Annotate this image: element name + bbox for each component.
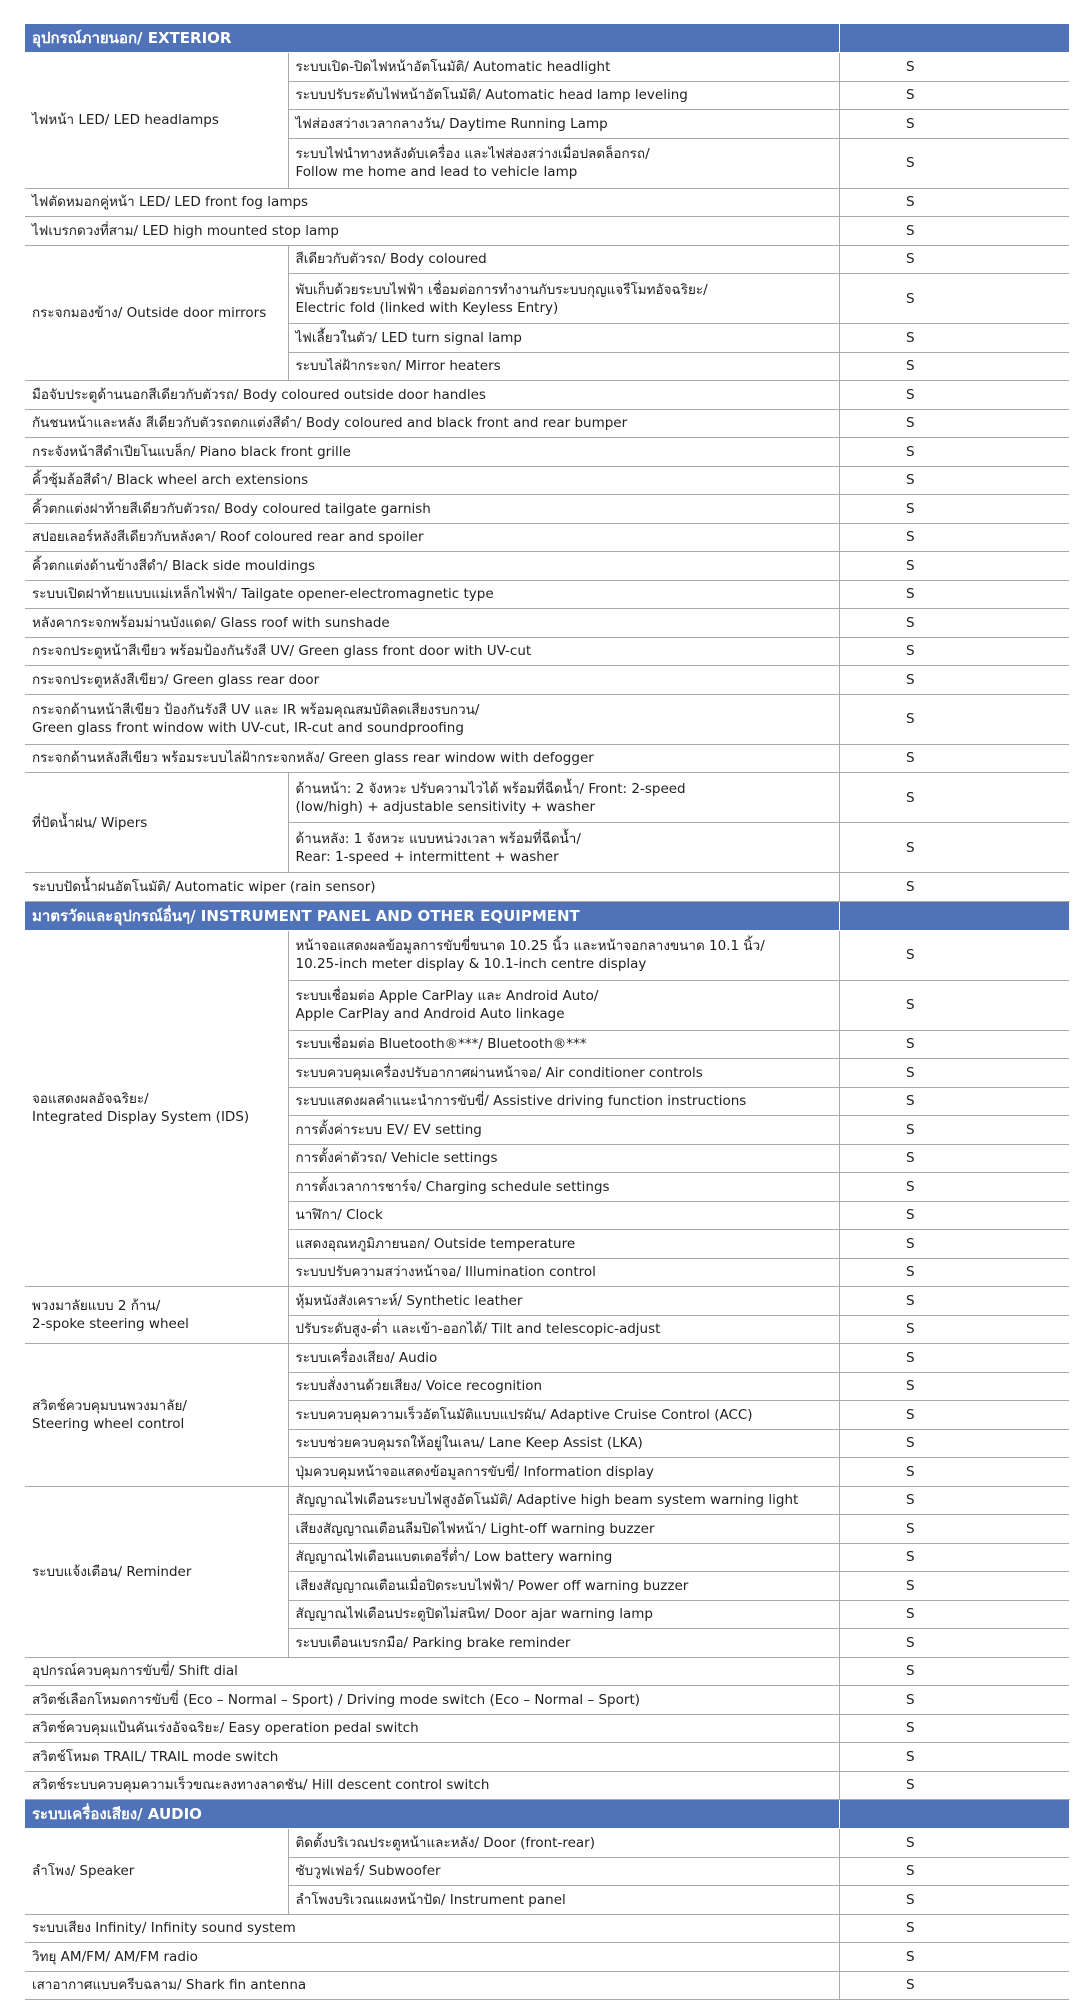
feature-value: S [839,1743,1069,1772]
table-row [25,1743,1069,1772]
feature-label: หลังคากระจกพร้อมม่านบังแดด/ Glass roof with sunshade [25,609,839,638]
table-row [25,466,1069,495]
feature-label: กระจกด้านหน้าสีเขียว ป้องกันรังสี UV และ IR พร้อมคุณสมบัติลดเสียงรบกวน/ Green glass front window with UV-cut, IR-cut and soundproofing [25,694,839,744]
feature-label: ระบบเชื่อมต่อ Apple CarPlay และ Android Auto/ Apple CarPlay and Android Auto linkage [288,980,839,1030]
feature-value: S [839,1429,1069,1458]
table-row [25,438,1069,467]
feature-value: S [839,1714,1069,1743]
feature-label: การตั้งค่าระบบ EV/ EV setting [288,1116,839,1145]
group-label: ไฟหน้า LED/ LED headlamps [25,53,288,189]
feature-value: S [839,1515,1069,1544]
feature-value: S [839,274,1069,324]
feature-label: วิทยุ AM/FM/ AM/FM radio [25,1943,839,1972]
table-row [25,188,1069,217]
feature-value: S [839,1657,1069,1686]
table-row [25,1914,1069,1943]
feature-value: S [839,1686,1069,1715]
feature-label: สวิตช์เลือกโหมดการขับขี่ (Eco – Normal – Sport) / Driving mode switch (Eco – Normal – Sport) [25,1686,839,1715]
feature-value: S [839,1173,1069,1202]
feature-value: S [839,744,1069,773]
feature-label: ระบบควบคุมความเร็วอัตโนมัติแบบแปรผัน/ Adaptive Cruise Control (ACC) [288,1401,839,1430]
feature-label: ระบบเครื่องเสียง/ Audio [288,1344,839,1373]
section-header [25,1800,1069,1829]
section-header-blank [839,24,1069,53]
feature-label: กระจังหน้าสีดำเปียโนแบล็ก/ Piano black front grille [25,438,839,467]
group-label: ลำโพง/ Speaker [25,1829,288,1915]
feature-label: ติดตั้งบริเวณประตูหน้าและหลัง/ Door (front-rear) [288,1829,839,1858]
table-row [25,637,1069,666]
feature-value: S [839,1144,1069,1173]
feature-value: S [839,873,1069,902]
feature-value: S [839,1116,1069,1145]
feature-label: ปรับระดับสูง-ต่ำ และเข้า-ออกได้/ Tilt and telescopic-adjust [288,1315,839,1344]
feature-value: S [839,1030,1069,1059]
group-label: สวิตช์ควบคุมบนพวงมาลัย/ Steering wheel control [25,1344,288,1487]
table-row [25,666,1069,695]
feature-label: ระบบเชื่อมต่อ Bluetooth®***/ Bluetooth®*** [288,1030,839,1059]
feature-value: S [839,1971,1069,2000]
feature-value: S [839,1287,1069,1316]
feature-label: ระบบช่วยควบคุมรถให้อยู่ในเลน/ Lane Keep Assist (LKA) [288,1429,839,1458]
table-row [25,1771,1069,1800]
feature-label: ซับวูฟเฟอร์/ Subwoofer [288,1857,839,1886]
feature-label: เสาอากาศแบบครีบฉลาม/ Shark fin antenna [25,1971,839,2000]
table-row [25,1344,1069,1373]
feature-label: สัญญาณไฟเตือนแบตเตอรี่ต่ำ/ Low battery warning [288,1543,839,1572]
table-row [25,1714,1069,1743]
feature-label: ไฟเลี้ยวในตัว/ LED turn signal lamp [288,324,839,353]
feature-value: S [839,245,1069,274]
table-row [25,773,1069,823]
feature-value: S [839,1771,1069,1800]
feature-label: ไฟเบรกดวงที่สาม/ LED high mounted stop lamp [25,217,839,246]
spec-table [25,23,1070,2000]
feature-label: สวิตช์ควบคุมแป้นคันเร่งอัจฉริยะ/ Easy operation pedal switch [25,1714,839,1743]
feature-value: S [839,930,1069,980]
feature-value: S [839,1059,1069,1088]
feature-label: อุปกรณ์ควบคุมการขับขี่/ Shift dial [25,1657,839,1686]
table-row [25,552,1069,581]
group-label: จอแสดงผลอัจฉริยะ/ Integrated Display System (IDS) [25,930,288,1287]
feature-label: ปุ่มควบคุมหน้าจอแสดงข้อมูลการขับขี่/ Information display [288,1458,839,1487]
feature-value: S [839,466,1069,495]
feature-label: กระจกประตูหน้าสีเขียว พร้อมป้องกันรังสี UV/ Green glass front door with UV-cut [25,637,839,666]
feature-label: สปอยเลอร์หลังสีเดียวกับหลังคา/ Roof coloured rear and spoiler [25,523,839,552]
feature-value: S [839,110,1069,139]
table-row [25,1657,1069,1686]
table-row [25,580,1069,609]
feature-value: S [839,1629,1069,1658]
feature-label: สวิตช์ระบบควบคุมความเร็วขณะลงทางลาดชัน/ Hill descent control switch [25,1771,839,1800]
feature-value: S [839,409,1069,438]
feature-value: S [839,53,1069,82]
section-header [25,24,1069,53]
table-row [25,409,1069,438]
feature-label: ไฟตัดหมอกคู่หน้า LED/ LED front fog lamps [25,188,839,217]
group-label: กระจกมองข้าง/ Outside door mirrors [25,245,288,381]
feature-value: S [839,188,1069,217]
feature-label: แสดงอุณหภูมิภายนอก/ Outside temperature [288,1230,839,1259]
feature-label: ไฟส่องสว่างเวลากลางวัน/ Daytime Running Lamp [288,110,839,139]
feature-label: หน้าจอแสดงผลข้อมูลการขับขี่ขนาด 10.25 นิ้ว และหน้าจอกลางขนาด 10.1 นิ้ว/ 10.25-inch meter display & 10.1-inch centre display [288,930,839,980]
feature-label: ด้านหลัง: 1 จังหวะ แบบหน่วงเวลา พร้อมที่ฉีดน้ำ/ Rear: 1-speed + intermittent + washer [288,823,839,873]
feature-value: S [839,1857,1069,1886]
table-row [25,1971,1069,2000]
feature-label: ระบบควบคุมเครื่องปรับอากาศผ่านหน้าจอ/ Air conditioner controls [288,1059,839,1088]
table-row [25,930,1069,980]
feature-value: S [839,1458,1069,1487]
feature-label: กระจกประตูหลังสีเขียว/ Green glass rear door [25,666,839,695]
feature-label: ระบบไฟนำทางหลังดับเครื่อง และไฟส่องสว่างเมื่อปลดล็อกรถ/ Follow me home and lead to vehicle lamp [288,138,839,188]
feature-value: S [839,1943,1069,1972]
feature-label: สีเดียวกับตัวรถ/ Body coloured [288,245,839,274]
table-row [25,873,1069,902]
feature-label: สวิตช์โหมด TRAIL/ TRAIL mode switch [25,1743,839,1772]
feature-value: S [839,138,1069,188]
feature-value: S [839,324,1069,353]
feature-value: S [839,1230,1069,1259]
feature-label: นาฬิกา/ Clock [288,1201,839,1230]
feature-value: S [839,495,1069,524]
feature-value: S [839,81,1069,110]
section-title: มาตรวัดและอุปกรณ์อื่นๆ/ INSTRUMENT PANEL AND OTHER EQUIPMENT [25,901,839,930]
feature-label: ระบบแสดงผลคำแนะนำการขับขี่/ Assistive driving function instructions [288,1087,839,1116]
table-row [25,1486,1069,1515]
feature-label: ระบบเปิด-ปิดไฟหน้าอัตโนมัติ/ Automatic headlight [288,53,839,82]
table-row [25,694,1069,744]
feature-label: การตั้งเวลาการชาร์จ/ Charging schedule settings [288,1173,839,1202]
feature-value: S [839,1258,1069,1287]
group-label: พวงมาลัยแบบ 2 ก้าน/ 2-spoke steering wheel [25,1287,288,1344]
table-row [25,1686,1069,1715]
table-row [25,245,1069,274]
feature-value: S [839,217,1069,246]
feature-value: S [839,694,1069,744]
feature-value: S [839,580,1069,609]
feature-value: S [839,1087,1069,1116]
feature-label: การตั้งค่าตัวรถ/ Vehicle settings [288,1144,839,1173]
feature-value: S [839,1914,1069,1943]
feature-value: S [839,352,1069,381]
feature-value: S [839,1543,1069,1572]
feature-label: คิ้วซุ้มล้อสีดำ/ Black wheel arch extensions [25,466,839,495]
feature-value: S [839,1372,1069,1401]
section-header [25,901,1069,930]
feature-label: สัญญาณไฟเตือนประตูปิดไม่สนิท/ Door ajar warning lamp [288,1600,839,1629]
feature-label: ระบบเตือนเบรกมือ/ Parking brake reminder [288,1629,839,1658]
table-row [25,1943,1069,1972]
feature-label: ระบบเสียง Infinity/ Infinity sound system [25,1914,839,1943]
table-row [25,744,1069,773]
feature-value: S [839,823,1069,873]
feature-label: คิ้วตกแต่งฝาท้ายสีเดียวกับตัวรถ/ Body coloured tailgate garnish [25,495,839,524]
section-title: ระบบเครื่องเสียง/ AUDIO [25,1800,839,1829]
feature-label: ระบบสั่งงานด้วยเสียง/ Voice recognition [288,1372,839,1401]
feature-label: กระจกด้านหลังสีเขียว พร้อมระบบไล่ฝ้ากระจกหลัง/ Green glass rear window with defogger [25,744,839,773]
feature-label: พับเก็บด้วยระบบไฟฟ้า เชื่อมต่อการทำงานกับระบบกุญแจรีโมทอัจฉริยะ/ Electric fold (linked with Keyless Entry) [288,274,839,324]
feature-value: S [839,381,1069,410]
feature-value: S [839,552,1069,581]
feature-label: คิ้วตกแต่งด้านข้างสีดำ/ Black side mouldings [25,552,839,581]
feature-label: ระบบปัดน้ำฝนอัตโนมัติ/ Automatic wiper (rain sensor) [25,873,839,902]
feature-value: S [839,1572,1069,1601]
section-header-blank [839,1800,1069,1829]
feature-value: S [839,1829,1069,1858]
feature-value: S [839,1486,1069,1515]
table-row [25,381,1069,410]
feature-value: S [839,666,1069,695]
feature-label: สัญญาณไฟเตือนระบบไฟสูงอัตโนมัติ/ Adaptive high beam system warning light [288,1486,839,1515]
feature-value: S [839,1315,1069,1344]
feature-label: ด้านหน้า: 2 จังหวะ ปรับความไวได้ พร้อมที่ฉีดน้ำ/ Front: 2-speed (low/high) + adjustable sensitivity + washer [288,773,839,823]
feature-label: ระบบเปิดฝาท้ายแบบแม่เหล็กไฟฟ้า/ Tailgate opener-electromagnetic type [25,580,839,609]
table-row [25,1829,1069,1858]
feature-label: หุ้มหนังสังเคราะห์/ Synthetic leather [288,1287,839,1316]
table-row [25,217,1069,246]
feature-label: ระบบไล่ฝ้ากระจก/ Mirror heaters [288,352,839,381]
section-header-blank [839,901,1069,930]
feature-value: S [839,609,1069,638]
feature-value: S [839,1344,1069,1373]
feature-value: S [839,523,1069,552]
table-row [25,523,1069,552]
table-row [25,495,1069,524]
group-label: ระบบแจ้งเตือน/ Reminder [25,1486,288,1657]
table-row [25,53,1069,82]
feature-label: ระบบปรับระดับไฟหน้าอัตโนมัติ/ Automatic head lamp leveling [288,81,839,110]
table-row [25,609,1069,638]
feature-label: เสียงสัญญาณเตือนลืมปิดไฟหน้า/ Light-off warning buzzer [288,1515,839,1544]
feature-value: S [839,1201,1069,1230]
feature-label: เสียงสัญญาณเตือนเมื่อปิดระบบไฟฟ้า/ Power off warning buzzer [288,1572,839,1601]
section-title: อุปกรณ์ภายนอก/ EXTERIOR [25,24,839,53]
feature-value: S [839,637,1069,666]
group-label: ที่ปัดน้ำฝน/ Wipers [25,773,288,873]
feature-value: S [839,1886,1069,1915]
feature-value: S [839,1401,1069,1430]
feature-label: กันชนหน้าและหลัง สีเดียวกับตัวรถตกแต่งสีดำ/ Body coloured and black front and rear bumper [25,409,839,438]
feature-value: S [839,980,1069,1030]
feature-label: มือจับประตูด้านนอกสีเดียวกับตัวรถ/ Body coloured outside door handles [25,381,839,410]
table-row [25,1287,1069,1316]
feature-label: ลำโพงบริเวณแผงหน้าปัด/ Instrument panel [288,1886,839,1915]
feature-value: S [839,1600,1069,1629]
feature-value: S [839,438,1069,467]
feature-value: S [839,773,1069,823]
feature-label: ระบบปรับความสว่างหน้าจอ/ Illumination control [288,1258,839,1287]
